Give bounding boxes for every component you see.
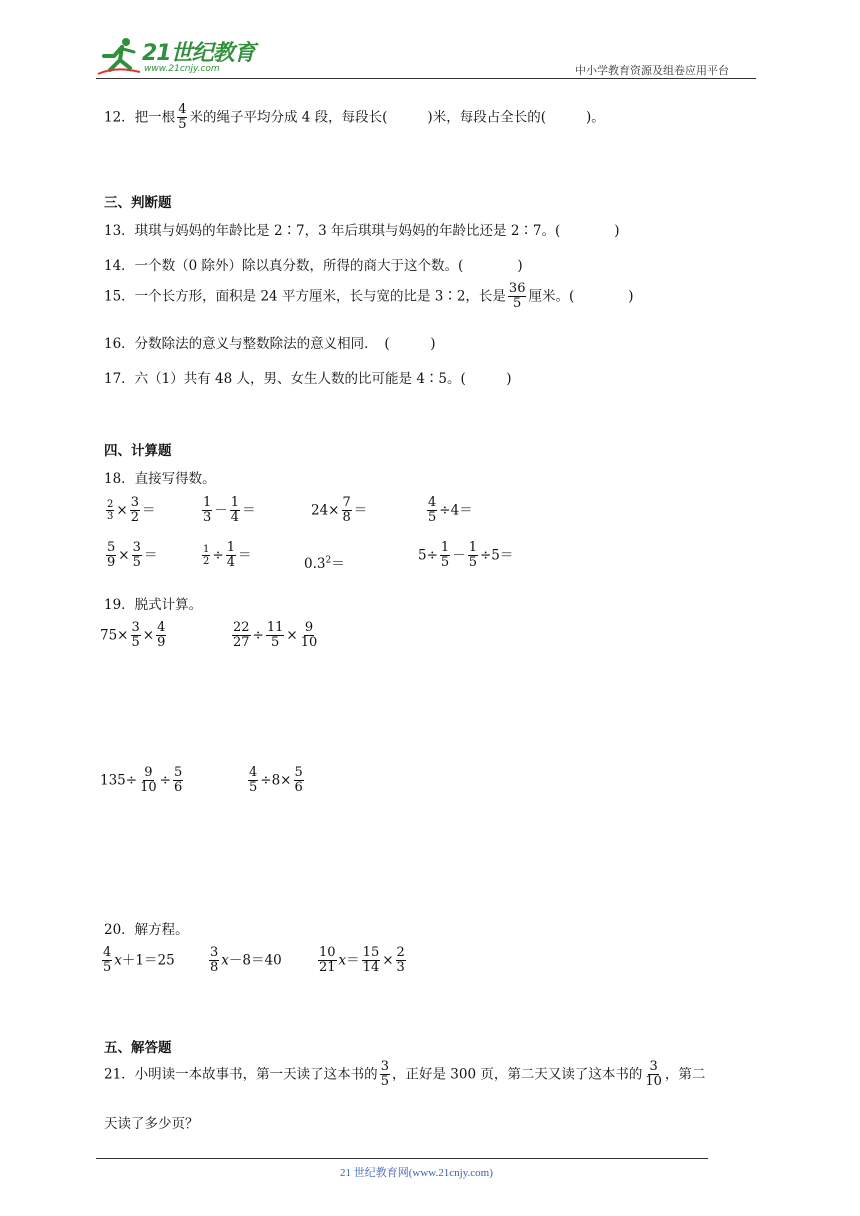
logo — [96, 34, 256, 78]
logo-url: www.21cnjy.com — [144, 64, 220, 74]
question-12: 12．把一根 $\frac{4}{5}$ 米的绳子平均分成 4 段，每段长( )米，每段占全长的( )。 — [104, 102, 605, 133]
calc-18-1: $\frac{2}{3}$ × $\frac{3}{2}$ ＝ — [107, 495, 156, 526]
calc-18-6: $\frac{1}{2}$ ÷ $\frac{1}{4}$ ＝ — [203, 540, 252, 571]
equation-20-3: $\frac{10}{21}$ x＝ $\frac{15}{14}$ × $\frac{2}{3}$ — [319, 945, 405, 976]
equation-20-1: $\frac{4}{5}$ x＋1＝25 — [103, 945, 175, 976]
calc-18-7: $0.3^2=$ — [304, 555, 345, 572]
calc-18-2: $\frac{1}{3}$ － $\frac{1}{4}$ ＝ — [203, 495, 256, 526]
question-18: 18．直接写得数。 — [104, 471, 216, 487]
question-14: 14．一个数（0 除外）除以真分数，所得的商大于这个数。( ) — [104, 258, 523, 274]
question-19: 19．脱式计算。 — [104, 597, 203, 613]
calc-19-1: 75× $\frac{3}{5}$ × $\frac{4}{9}$ — [100, 620, 166, 651]
equation-20-2: $\frac{3}{8}$ x－8＝40 — [210, 945, 282, 976]
platform-name: 中小学教育资源及组卷应用平台 — [575, 64, 729, 77]
question-15: 15．一个长方形，面积是 24 平方厘米，长与宽的比是 3∶2，长是 $\frac{36}{5}$ 厘米。( ) — [104, 281, 634, 312]
footer-text: 21 世纪教育网(www.21cnjy.com) — [340, 1167, 493, 1179]
question-21-cont: 天读了多少页？ — [104, 1116, 199, 1132]
calc-19-3: 135÷ $\frac{9}{10}$ ÷ $\frac{5}{6}$ — [100, 765, 183, 796]
section-3-title: 三、判断题 — [104, 195, 172, 211]
logo-text: 21世纪教育 — [142, 41, 255, 66]
section-5-title: 五、解答题 — [104, 1040, 172, 1056]
question-13: 13．琪琪与妈妈的年龄比是 2∶7，3 年后琪琪与妈妈的年龄比还是 2∶7。( ) — [104, 223, 620, 239]
calc-18-8: 5÷ $\frac{1}{5}$ － $\frac{1}{5}$ ÷5＝ — [418, 540, 514, 571]
runner-icon — [96, 36, 142, 76]
question-17: 17．六（1）共有 48 人，男、女生人数的比可能是 4∶5。( ) — [104, 371, 512, 387]
question-21: 21．小明读一本故事书，第一天读了这本书的 $\frac{3}{5}$ ，正好是 300 页，第二天又读了这本书的 $\frac{3}{10}$ ，第二 — [104, 1059, 706, 1090]
fraction: $\frac{4}{5}$ — [178, 102, 187, 133]
question-20: 20．解方程。 — [104, 922, 189, 938]
calc-18-4: $\frac{4}{5}$ ÷4＝ — [428, 495, 473, 526]
question-16: 16．分数除法的意义与整数除法的意义相同． ( ) — [104, 336, 436, 352]
calc-18-5: $\frac{5}{9}$ × $\frac{3}{5}$ ＝ — [107, 540, 158, 571]
fraction: $\frac{36}{5}$ — [508, 281, 526, 312]
calc-19-2: $\frac{22}{27}$ ÷ $\frac{11}{5}$ × $\frac{9}{10}$ — [233, 620, 318, 651]
section-4-title: 四、计算题 — [104, 443, 172, 459]
calc-19-4: $\frac{4}{5}$ ÷8× $\frac{5}{6}$ — [249, 765, 303, 796]
footer-divider — [96, 1158, 708, 1159]
calc-18-3: 24× $\frac{7}{8}$ ＝ — [311, 495, 368, 526]
header-divider — [96, 78, 756, 79]
